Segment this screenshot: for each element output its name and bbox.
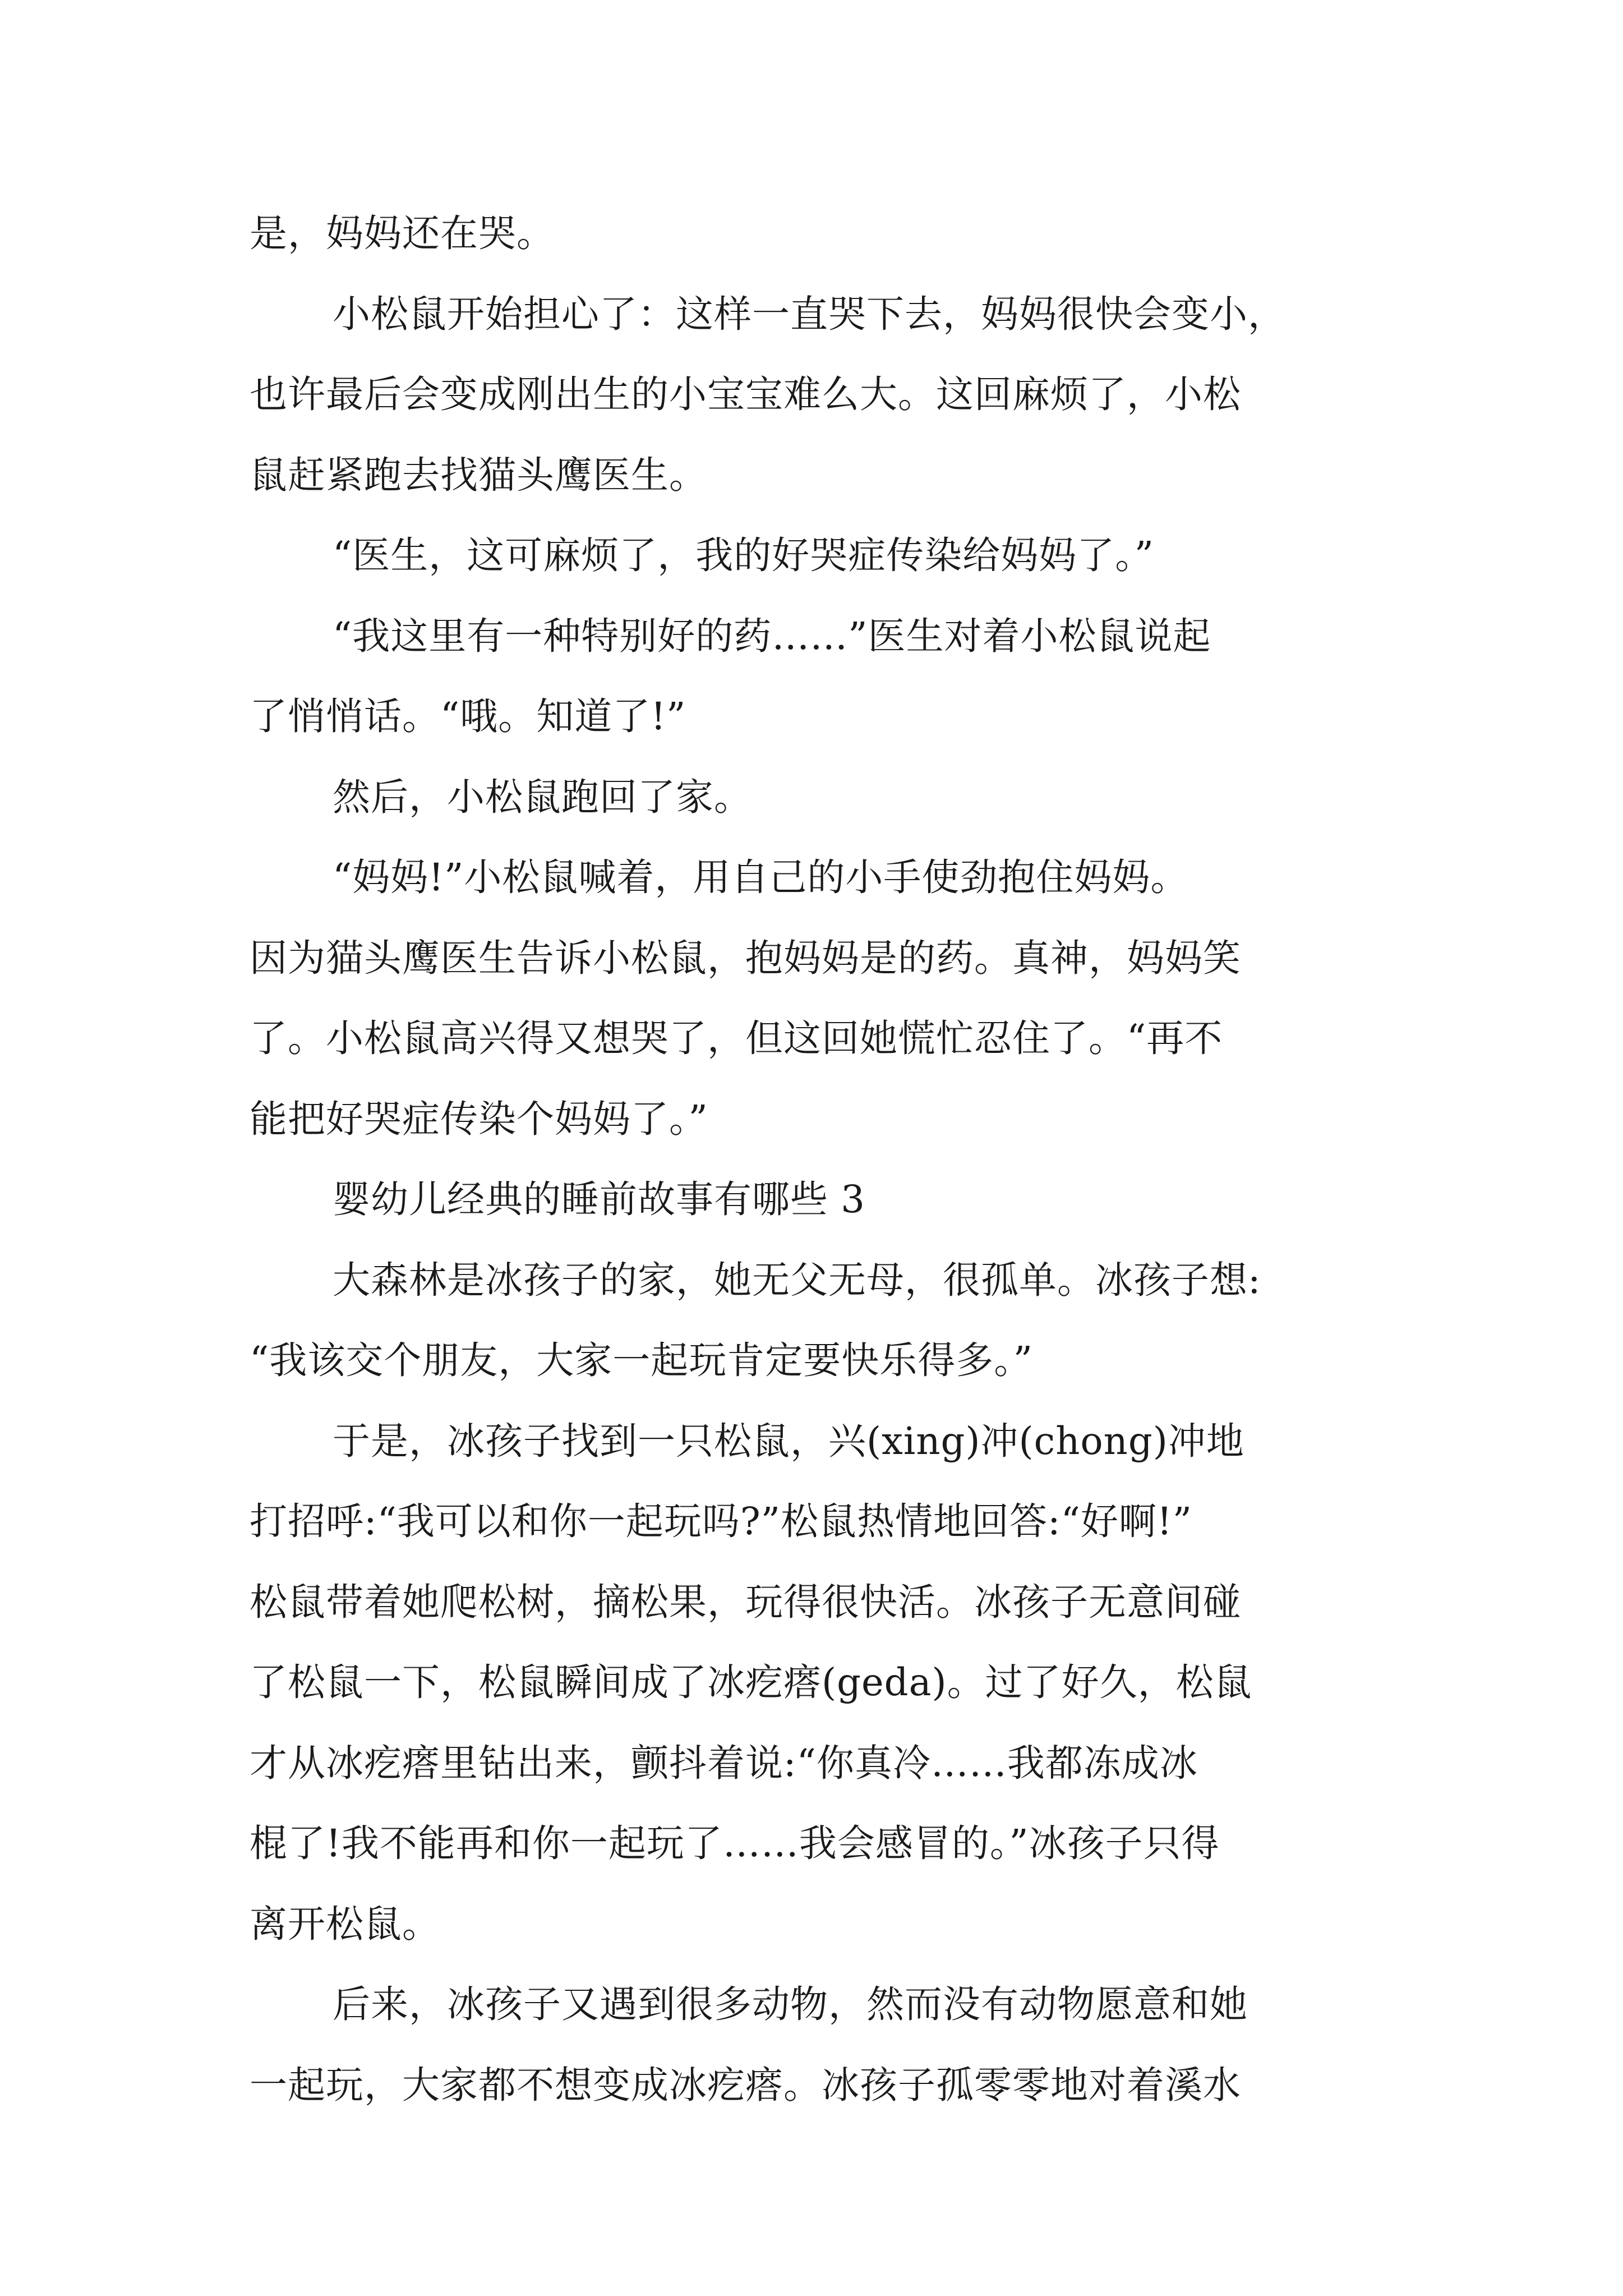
story-text — [250, 194, 1377, 2125]
text-line: “我该交个朋友，大家一起玩肯定要快乐得多。” — [250, 1338, 1034, 1382]
text-line: 了。小松鼠高兴得又想哭了，但这回她慌忙忍住了。“再不 — [250, 1016, 1223, 1060]
text-line: 离开松鼠。 — [250, 1902, 440, 1946]
text-line: “妈妈!”小松鼠喊着，用自己的小手使劲抱住妈妈。 — [333, 855, 1189, 899]
text-line: 才从冰疙瘩里钻出来，颤抖着说:“你真冷……我都冻成冰 — [250, 1741, 1198, 1785]
text-line: 婴幼儿经典的睡前故事有哪些 3 — [333, 1177, 865, 1221]
text-line: 能把好哭症传染个妈妈了。” — [250, 1097, 708, 1141]
text-line: 了松鼠一下，松鼠瞬间成了冰疙瘩(geda)。过了好久，松鼠 — [250, 1660, 1252, 1704]
text-line: 是，妈妈还在哭。 — [250, 211, 555, 255]
text-line: “医生，这可麻烦了，我的好哭症传染给妈妈了。” — [333, 533, 1155, 577]
text-line: 因为猫头鹰医生告诉小松鼠，抱妈妈是的药。真神，妈妈笑 — [250, 936, 1241, 980]
text-line: 一起玩，大家都不想变成冰疙瘩。冰孩子孤零零地对着溪水 — [250, 2063, 1241, 2107]
text-line: 了悄悄话。“哦。知道了!” — [250, 694, 686, 738]
text-line: 鼠赶紧跑去找猫头鹰医生。 — [250, 453, 707, 497]
text-line: 于是，冰孩子找到一只松鼠，兴(xing)冲(chong)冲地 — [333, 1419, 1244, 1463]
text-line: 松鼠带着她爬松树，摘松果，玩得很快活。冰孩子无意间碰 — [250, 1580, 1241, 1624]
text-line: 小松鼠开始担心了：这样一直哭下去，妈妈很快会变小， — [333, 292, 1286, 336]
text-line: 然后，小松鼠跑回了家。 — [333, 775, 752, 819]
text-line: 后来，冰孩子又遇到很多动物，然而没有动物愿意和她 — [333, 1982, 1248, 2026]
text-line: 打招呼:“我可以和你一起玩吗?”松鼠热情地回答:“好啊!” — [250, 1499, 1192, 1543]
text-line: 大森林是冰孩子的家，她无父无母，很孤单。冰孩子想: — [333, 1258, 1261, 1302]
text-line: 棍了!我不能再和你一起玩了……我会感冒的。”冰孩子只得 — [250, 1821, 1220, 1865]
text-line: “我这里有一种特别好的药……”医生对着小松鼠说起 — [333, 614, 1211, 658]
text-line: 也许最后会变成刚出生的小宝宝难么大。这回麻烦了，小松 — [250, 372, 1241, 416]
